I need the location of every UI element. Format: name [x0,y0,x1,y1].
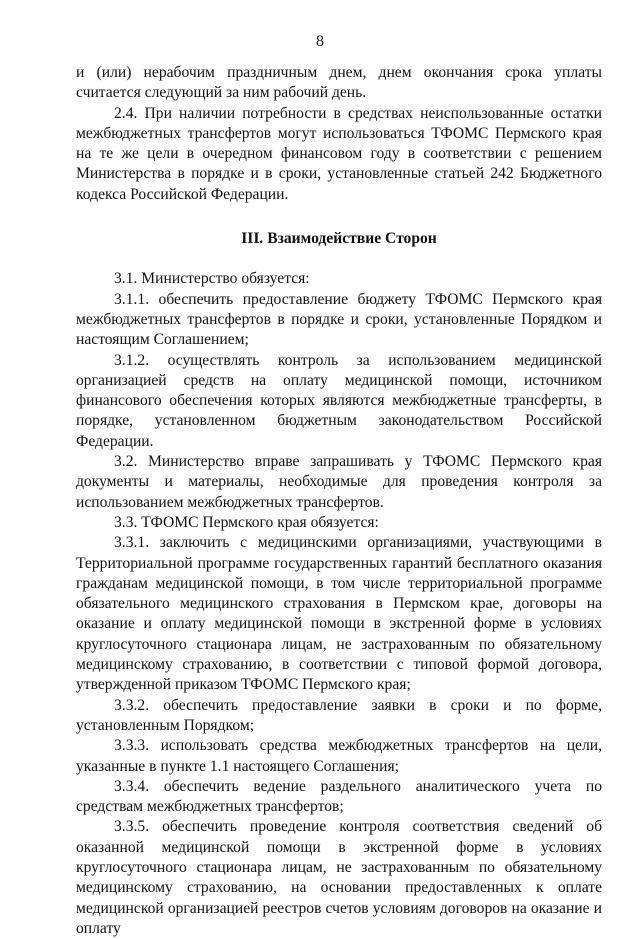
paragraph-3-3-1: 3.3.1. заключить с медицинскими организациями, участвующими в Территориальной программе государственных гарантий бесплатного оказания гражданам медицинской помощи, в том числе территориальной программе обязательного медицинского страхования в Пермском крае, договоры на оказание и оплату медицинской помощи в экстренной форме в условиях круглосуточного стационара лицам, не застрахованным по обязательному медицинскому страхованию, в соответствии с типовой формой договора, утвержденной приказом ТФОМС Пермского края; [76,534,602,694]
paragraph-3-3-4: 3.3.4. обеспечить ведение раздельного аналитического учета по средствам межбюджетных трансфертов; [76,777,602,816]
paragraph-3-3-3: 3.3.3. использовать средства межбюджетных трансфертов на цели, указанные в пункте 1.1 настоящего Соглашения; [76,737,602,775]
paragraph: и (или) нерабочим праздничным днем, днем окончания срока уплаты считается следующий за ним рабочий день. [76,64,602,102]
page-number: 8 [316,33,324,50]
paragraph-3-3-2: 3.3.2. обеспечить предоставление заявки в сроки и по форме, установленным Порядком; [76,696,602,734]
paragraph-3-1: 3.1. Министерство обязуется: [114,270,310,288]
document-body [76,63,602,939]
paragraph-3-3: 3.3. ТФОМС Пермского края обязуется: [114,513,379,531]
paragraph-3-1-2: 3.1.2. осуществлять контроль за использованием медицинской организацией средств на оплату медицинской помощи, источником финансового обеспечения которых являются межбюджетные трансферты, в порядке, установленном бюджетным законодательством Российской Федерации. [76,351,602,450]
paragraph-2-4: 2.4. При наличии потребности в средствах неиспользованные остатки межбюджетных трансфертов могут использоваться ТФОМС Пермского края на те же цели в очередном финансовом году в соответствии с решением Министерства в порядке и в сроки, установленные статьей 242 Бюджетного кодекса Российской Федерации. [76,104,602,203]
section-heading: III. Взаимодействие Сторон [241,230,437,248]
paragraph-3-2: 3.2. Министерство вправе запрашивать у ТФОМС Пермского края документы и материалы, необходимые для проведения контроля за использованием межбюджетных трансфертов. [76,453,602,511]
paragraph-3-1-1: 3.1.1. обеспечить предоставление бюджету ТФОМС Пермского края межбюджетных трансфертов в порядке и сроки, установленные Порядком и настоящим Соглашением; [76,290,602,349]
paragraph-3-3-5: 3.3.5. обеспечить проведение контроля соответствия сведений об оказанной медицинской помощи в экстренной форме в условиях круглосуточного стационара лицам, не застрахованным по обязательному медицинскому страхованию, на основании предоставленных к оплате медицинской организацией реестров счетов условиям договоров на оказание и оплату [76,818,602,937]
